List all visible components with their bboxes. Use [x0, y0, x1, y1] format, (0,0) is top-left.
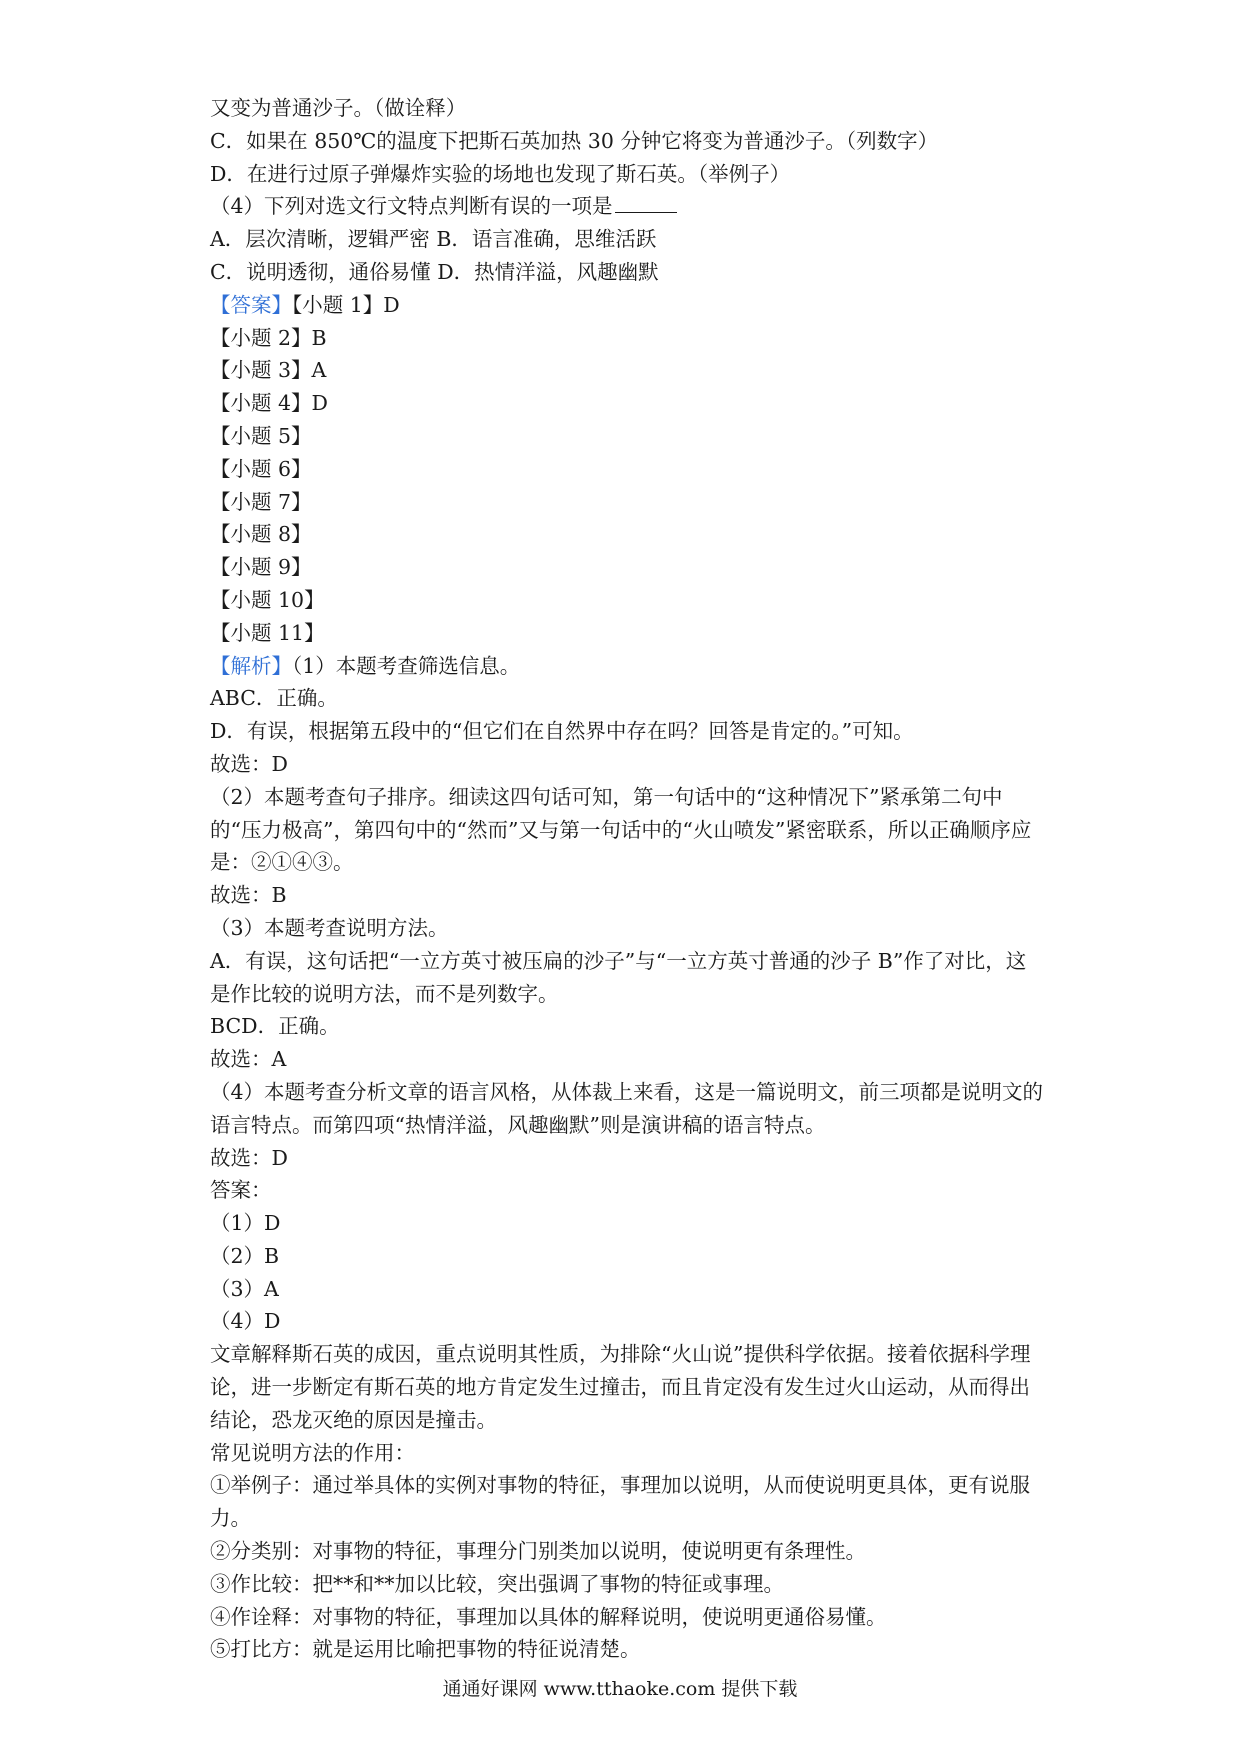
question-4-options-cd: C．说明透彻，通俗易懂 D．热情洋溢，风趣幽默	[210, 259, 659, 284]
answer-tag: 【答案】	[210, 292, 292, 317]
analysis-text: （4）D	[210, 1309, 281, 1334]
document-body	[210, 92, 1045, 1666]
analysis-text: 答案：	[210, 1178, 272, 1203]
analysis-text: （1）D	[210, 1211, 281, 1236]
analysis-text: 故选：B	[210, 883, 287, 908]
analysis-paragraph: 文章解释斯石英的成因，重点说明其性质，为排除“火山说”提供科学依据。接着依据科学理论，进一步断定有斯石英的地方肯定发生过撞击，而且肯定没有发生过火山运动，从而得出结论，恐龙灭绝的原因是撞击。	[210, 1342, 1031, 1432]
analysis-text: ④作诠释：对事物的特征，事理加以具体的解释说明，使说明更通俗易懂。	[210, 1604, 887, 1629]
analysis-tag: 【解析】	[210, 653, 292, 678]
analysis-first-line	[210, 650, 1045, 683]
analysis-text: 故选：D	[210, 1145, 288, 1170]
question-4	[210, 190, 1045, 223]
analysis-text: （3）A	[210, 1276, 279, 1301]
analysis-text: 常见说明方法的作用：	[210, 1440, 415, 1465]
analysis-paragraph: （2）本题考查句子排序。细读这四句话可知，第一句话中的“这种情况下”紧承第二句中的“压力极高”，第四句中的“然而”又与第一句话中的“火山喷发”紧密联系，所以正确顺序应是：②①④③。	[210, 784, 1032, 875]
analysis-text: ⑤打比方：就是运用比喻把事物的特征说清楚。	[210, 1637, 641, 1662]
answer-first-line	[210, 289, 1045, 322]
answer-item: 【小题 3】A	[210, 358, 327, 383]
answer-item: 【小题 4】D	[210, 391, 328, 416]
analysis-paragraph: A．有误，这句话把“一立方英寸被压扁的沙子”与“一立方英寸普通的沙子 B”作了对比，这是作比较的说明方法，而不是列数字。	[210, 948, 1027, 1006]
text-line: 又变为普通沙子。（做诠释）	[210, 96, 467, 120]
answer-item: 【小题 10】	[210, 587, 325, 612]
analysis-text: 故选：A	[210, 1047, 287, 1072]
analysis-text: BCD．正确。	[210, 1014, 340, 1039]
analysis-text: （1）本题考查筛选信息。	[292, 653, 521, 678]
page-footer: 通通好课网 www.tthaoke.com 提供下载	[442, 1678, 798, 1700]
option-c: C．如果在 850℃的温度下把斯石英加热 30 分钟它将变为普通沙子。（列数字）	[210, 128, 939, 153]
analysis-text: （3）本题考查说明方法。	[210, 915, 449, 940]
answer-item: 【小题 5】	[210, 423, 312, 448]
question-4-options-ab: A．层次清晰，逻辑严密 B．语言准确，思维活跃	[210, 227, 657, 252]
answer-item: 【小题 9】	[210, 555, 312, 580]
option-d: D．在进行过原子弹爆炸实验的场地也发现了斯石英。（举例子）	[210, 161, 791, 186]
answer-blank	[615, 194, 677, 213]
analysis-text: ABC．正确。	[210, 686, 338, 711]
answer-item: 【小题 6】	[210, 456, 312, 481]
answer-item: 【小题 7】	[210, 489, 312, 514]
analysis-text: （2）B	[210, 1243, 280, 1268]
analysis-text: ②分类别：对事物的特征，事理分门别类加以说明，使说明更有条理性。	[210, 1539, 866, 1564]
answer-item: 【小题 1】D	[292, 292, 400, 317]
analysis-text: 故选：D	[210, 751, 288, 776]
analysis-text: D．有误，根据第五段中的“但它们在自然界中存在吗？回答是肯定的。”可知。	[210, 719, 914, 744]
answer-item: 【小题 11】	[210, 620, 325, 645]
answer-item: 【小题 2】B	[210, 325, 327, 350]
analysis-text: ③作比较：把**和**加以比较，突出强调了事物的特征或事理。	[210, 1571, 784, 1596]
answer-item: 【小题 8】	[210, 522, 312, 547]
analysis-paragraph: （4）本题考查分析文章的语言风格，从体裁上来看，这是一篇说明文，前三项都是说明文的语言特点。而第四项“热情洋溢，风趣幽默”则是演讲稿的语言特点。	[210, 1079, 1044, 1137]
question-4-prompt: （4）下列对选文行文特点判断有误的一项是	[210, 194, 613, 219]
analysis-paragraph: ①举例子：通过举具体的实例对事物的特征，事理加以说明，从而使说明更具体，更有说服力。	[210, 1473, 1030, 1531]
